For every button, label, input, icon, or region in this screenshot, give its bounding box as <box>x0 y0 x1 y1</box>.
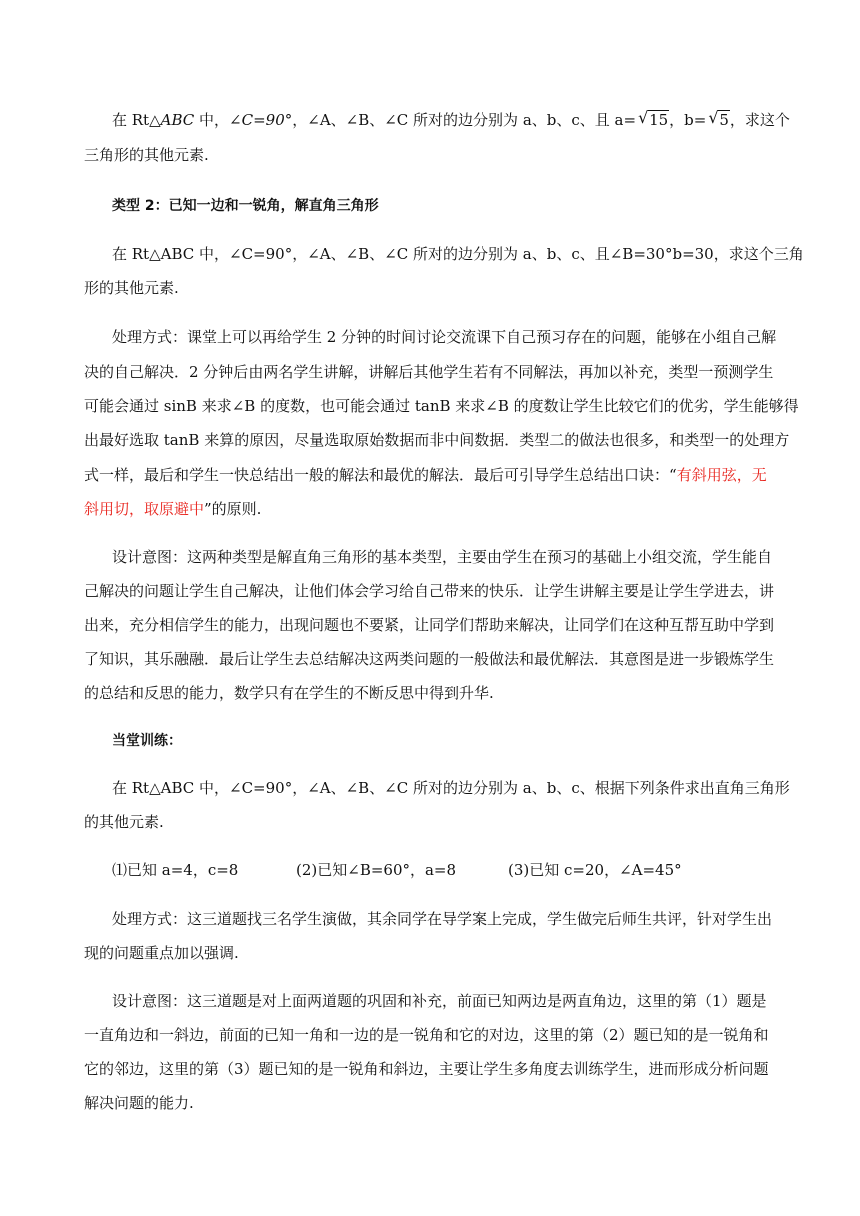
problem1-line2: 三角形的其他元素. <box>84 146 209 164</box>
text: ABC <box>160 111 195 129</box>
text: 式一样，最后和学生一快总结出一般的解法和最优的解法．最后可引导学生总结出口诀：“ <box>84 466 677 484</box>
sqrt-symbol <box>638 110 669 130</box>
practice-line2: 的其他元素. <box>84 813 164 831</box>
process1-line6 <box>84 499 774 519</box>
problem2-line1: 在 Rt△ABC 中，∠C=90°，∠A、∠B、∠C 所对的边分别为 a、b、c、且∠B=30°b=30，求这个三角 <box>112 245 804 263</box>
design1-line5: 的总结和反思的能力，数学只有在学生的不断反思中得到升华. <box>84 684 494 702</box>
design1-line2: 己解决的问题让学生自己解决，让他们体会学习给自己带来的快乐．让学生讲解主要是让学生学进去，讲 <box>84 582 775 600</box>
process2-line2: 现的问题重点加以强调. <box>84 944 239 962</box>
practice-question-3: (3)已知 c=20，∠A=45° <box>508 861 682 879</box>
mnemonic-highlight: 斜用切，取原避中 <box>84 500 205 518</box>
text: ，∠A、∠B、∠C 所对的边分别为 a、b、c、且 a= <box>292 111 637 129</box>
practice-question-2: (2)已知∠B=60°，a=8 <box>296 861 457 879</box>
practice-line1: 在 Rt△ABC 中，∠C=90°，∠A、∠B、∠C 所对的边分别为 a、b、c、根据下列条件求出直角三角形 <box>112 779 790 797</box>
design2-line1: 设计意图：这三道题是对上面两道题的巩固和补充，前面已知两边是两直角边，这里的第（1）题是 <box>112 992 767 1010</box>
process1-line2: 决的自己解决．2 分钟后由两名学生讲解，讲解后其他学生若有不同解法，再加以补充，类型一预测学生 <box>84 363 774 381</box>
process1-line1: 处理方式：课堂上可以再给学生 2 分钟的时间讨论交流课下自己预习存在的问题，能够在小组自己解 <box>112 328 777 346</box>
sqrt-symbol <box>708 110 730 130</box>
process2-line1: 处理方式：这三道题找三名学生演做，其余同学在导学案上完成，学生做完后师生共评，针对学生出 <box>112 910 773 928</box>
practice-heading: 当堂训练： <box>112 733 182 749</box>
practice-question-1: ⑴已知 a=4，c=8 <box>112 861 239 879</box>
process1-line3: 可能会通过 sinB 来求∠B 的度数，也可能会通过 tanB 来求∠B 的度数让学生比较它们的优劣，学生能够得 <box>84 397 799 415</box>
problem1-line1 <box>112 110 802 130</box>
radicand: 15 <box>649 111 669 129</box>
design2-line4: 解决问题的能力. <box>84 1094 194 1112</box>
design2-line3: 它的邻边，这里的第（3）题已知的是一锐角和斜边，主要让学生多角度去训练学生，进而形成分析问题 <box>84 1060 769 1078</box>
text: ，b= <box>669 111 707 129</box>
text: ∠C=90° <box>229 111 293 129</box>
radicand: 5 <box>719 111 729 129</box>
design1-line3: 出来，充分相信学生的能力，出现问题也不要紧，让同学们帮助来解决，让同学们在这种互帮互助中学到 <box>84 616 775 634</box>
design2-line2: 一直角边和一斜边，前面的已知一角和一边的是一锐角和它的对边，这里的第（2）题已知的是一锐角和 <box>84 1026 769 1044</box>
mnemonic-highlight: 有斜用弦，无 <box>676 466 767 484</box>
text: 中， <box>194 111 230 129</box>
text: 在 Rt△ <box>112 111 161 129</box>
process1-line4: 出最好选取 tanB 来算的原因，尽量选取原始数据而非中间数据．类型二的做法也很多，和类型一的处理方 <box>84 431 790 449</box>
design1-line1: 设计意图：这两种类型是解直角三角形的基本类型，主要由学生在预习的基础上小组交流，学生能自 <box>112 548 773 566</box>
problem2-line2: 形的其他元素. <box>84 279 179 297</box>
design1-line4: 了知识，其乐融融．最后让学生去总结解决这两类问题的一般做法和最优解法．其意图是进一步锻炼学生 <box>84 650 775 668</box>
text: ”的原则. <box>204 500 262 518</box>
process1-line5 <box>84 465 774 485</box>
text: ，求这个 <box>729 111 790 129</box>
type2-heading: 类型 2：已知一边和一锐角，解直角三角形 <box>112 198 379 214</box>
